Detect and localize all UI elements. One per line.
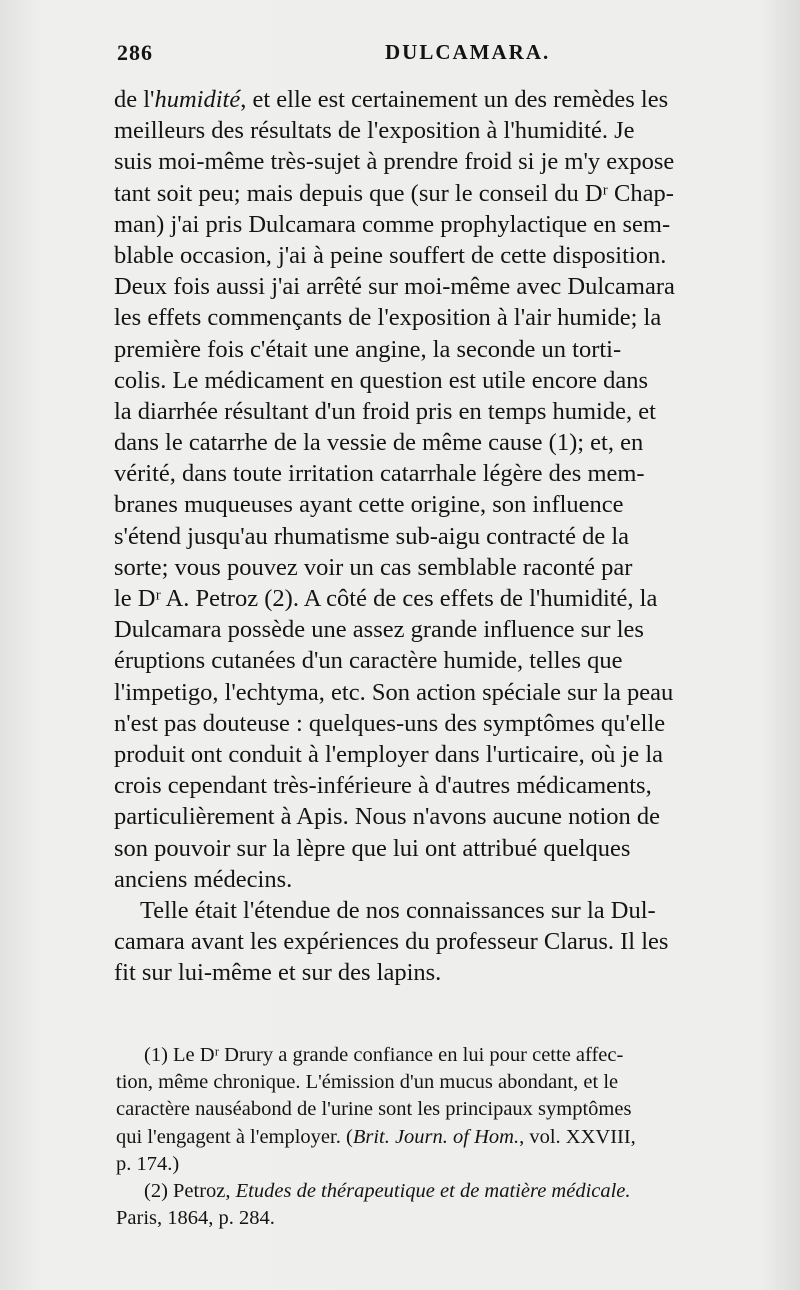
text-line bbox=[114, 583, 774, 614]
text-line bbox=[114, 396, 774, 427]
footnote-line bbox=[116, 1205, 780, 1232]
text-segment: première fois c'était une angine, la seconde un torti- bbox=[114, 335, 622, 363]
text-line bbox=[114, 302, 774, 333]
text-segment: (1) Le Dʳ Drury a grande confiance en lui pour cette affec- bbox=[144, 1044, 624, 1066]
text-segment: man) j'ai pris Dulcamara comme prophylactique en sem- bbox=[114, 210, 671, 238]
text-segment: produit ont conduit à l'employer dans l'urticaire, où je la bbox=[114, 740, 664, 768]
italic-text: humidité bbox=[154, 86, 241, 113]
text-line bbox=[114, 365, 774, 396]
text-segment: p. 174.) bbox=[116, 1152, 180, 1175]
text-line bbox=[114, 334, 774, 365]
text-segment: crois cependant très-inférieure à d'autres médicaments, bbox=[114, 772, 652, 800]
page-header bbox=[117, 40, 757, 76]
text-line bbox=[114, 427, 774, 458]
text-segment: tant soit peu; mais depuis que (sur le conseil du Dʳ Chap- bbox=[114, 179, 674, 207]
text-line bbox=[114, 614, 774, 645]
text-segment: éruptions cutanées d'un caractère humide, telles que bbox=[114, 647, 623, 675]
text-segment: blable occasion, j'ai à peine souffert de cette disposition. bbox=[114, 241, 667, 269]
text-segment: s'étend jusqu'au rhumatisme sub-aigu contracté de la bbox=[114, 522, 630, 550]
text-segment: Deux fois aussi j'ai arrêté sur moi-même avec Dulcamara bbox=[114, 273, 675, 301]
text-line bbox=[114, 770, 774, 801]
text-segment: de l' bbox=[114, 86, 155, 113]
text-segment: qui l'engagent à l'employer. ( bbox=[116, 1125, 353, 1148]
text-line bbox=[114, 84, 774, 115]
text-line bbox=[114, 677, 774, 708]
text-line bbox=[114, 833, 774, 864]
text-line bbox=[114, 521, 774, 552]
text-line bbox=[114, 115, 774, 146]
footnotes bbox=[116, 1042, 780, 1232]
body-text bbox=[114, 84, 774, 988]
text-segment: sorte; vous pouvez voir un cas semblable raconté par bbox=[114, 553, 633, 581]
text-line bbox=[114, 895, 774, 926]
text-segment: suis moi-même très-sujet à prendre froid si je m'y expose bbox=[114, 148, 675, 176]
text-segment: anciens médecins. bbox=[114, 865, 293, 893]
text-segment: camara avant les expériences du professeur Clarus. Il les bbox=[114, 928, 669, 956]
text-line bbox=[114, 240, 774, 271]
text-line bbox=[114, 645, 774, 676]
text-line bbox=[114, 489, 774, 520]
footnote-line bbox=[116, 1178, 780, 1205]
text-segment: tion, même chronique. L'émission d'un mucus abondant, et le bbox=[116, 1071, 619, 1094]
text-line bbox=[114, 146, 774, 177]
text-line bbox=[114, 739, 774, 770]
text-segment: l'impetigo, l'echtyma, etc. Son action spéciale sur la peau bbox=[114, 678, 674, 706]
text-segment: fit sur lui-même et sur des lapins. bbox=[114, 959, 442, 987]
text-segment: le Dʳ A. Petroz (2). A côté de ces effets de l'humidité, la bbox=[114, 585, 658, 612]
text-segment: dans le catarrhe de la vessie de même cause (1); et, en bbox=[114, 429, 644, 457]
text-segment: branes muqueuses ayant cette origine, son influence bbox=[114, 491, 624, 519]
text-line bbox=[114, 209, 774, 240]
text-segment: n'est pas douteuse : quelques-uns des symptômes qu'elle bbox=[114, 709, 666, 737]
running-title: DULCAMARA. bbox=[385, 40, 551, 64]
text-line bbox=[114, 458, 774, 489]
text-line bbox=[114, 926, 774, 957]
text-segment: vérité, dans toute irritation catarrhale légère des mem- bbox=[114, 460, 645, 488]
text-segment: Dulcamara possède une assez grande influence sur les bbox=[114, 616, 644, 644]
text-line bbox=[114, 552, 774, 583]
text-line bbox=[114, 957, 774, 988]
footnote-line bbox=[116, 1124, 780, 1151]
text-segment: , vol. XXVIII, bbox=[519, 1125, 636, 1148]
text-line bbox=[114, 271, 774, 302]
page-number: 286 bbox=[117, 40, 153, 65]
text-segment: colis. Le médicament en question est utile encore dans bbox=[114, 366, 649, 394]
text-segment: caractère nauséabond de l'urine sont les principaux symptômes bbox=[116, 1098, 632, 1121]
text-line bbox=[114, 864, 774, 895]
text-segment: son pouvoir sur la lèpre que lui ont attribué quelques bbox=[114, 834, 631, 862]
text-line bbox=[114, 708, 774, 739]
text-segment: (2) Petroz, bbox=[144, 1179, 236, 1202]
text-segment: Telle était l'étendue de nos connaissances sur la Dul- bbox=[140, 896, 656, 924]
italic-text: Brit. Journ. of Hom. bbox=[352, 1125, 520, 1148]
text-segment: meilleurs des résultats de l'exposition à l'humidité. Je bbox=[114, 117, 635, 145]
footnote-line bbox=[116, 1151, 780, 1178]
text-segment: Paris, 1864, p. 284. bbox=[116, 1207, 275, 1230]
italic-text: Etudes de thérapeutique et de matière médicale. bbox=[235, 1179, 631, 1202]
text-segment: , et elle est certainement un des remèdes les bbox=[240, 86, 669, 113]
text-segment: la diarrhée résultant d'un froid pris en temps humide, et bbox=[114, 397, 656, 425]
text-line bbox=[114, 178, 774, 209]
footnote-line bbox=[116, 1042, 780, 1069]
text-segment: les effets commençants de l'exposition à l'air humide; la bbox=[114, 304, 662, 332]
footnote-line bbox=[116, 1096, 780, 1123]
footnote-line bbox=[116, 1069, 780, 1096]
text-segment: particulièrement à Apis. Nous n'avons aucune notion de bbox=[114, 803, 660, 831]
text-line bbox=[114, 801, 774, 832]
